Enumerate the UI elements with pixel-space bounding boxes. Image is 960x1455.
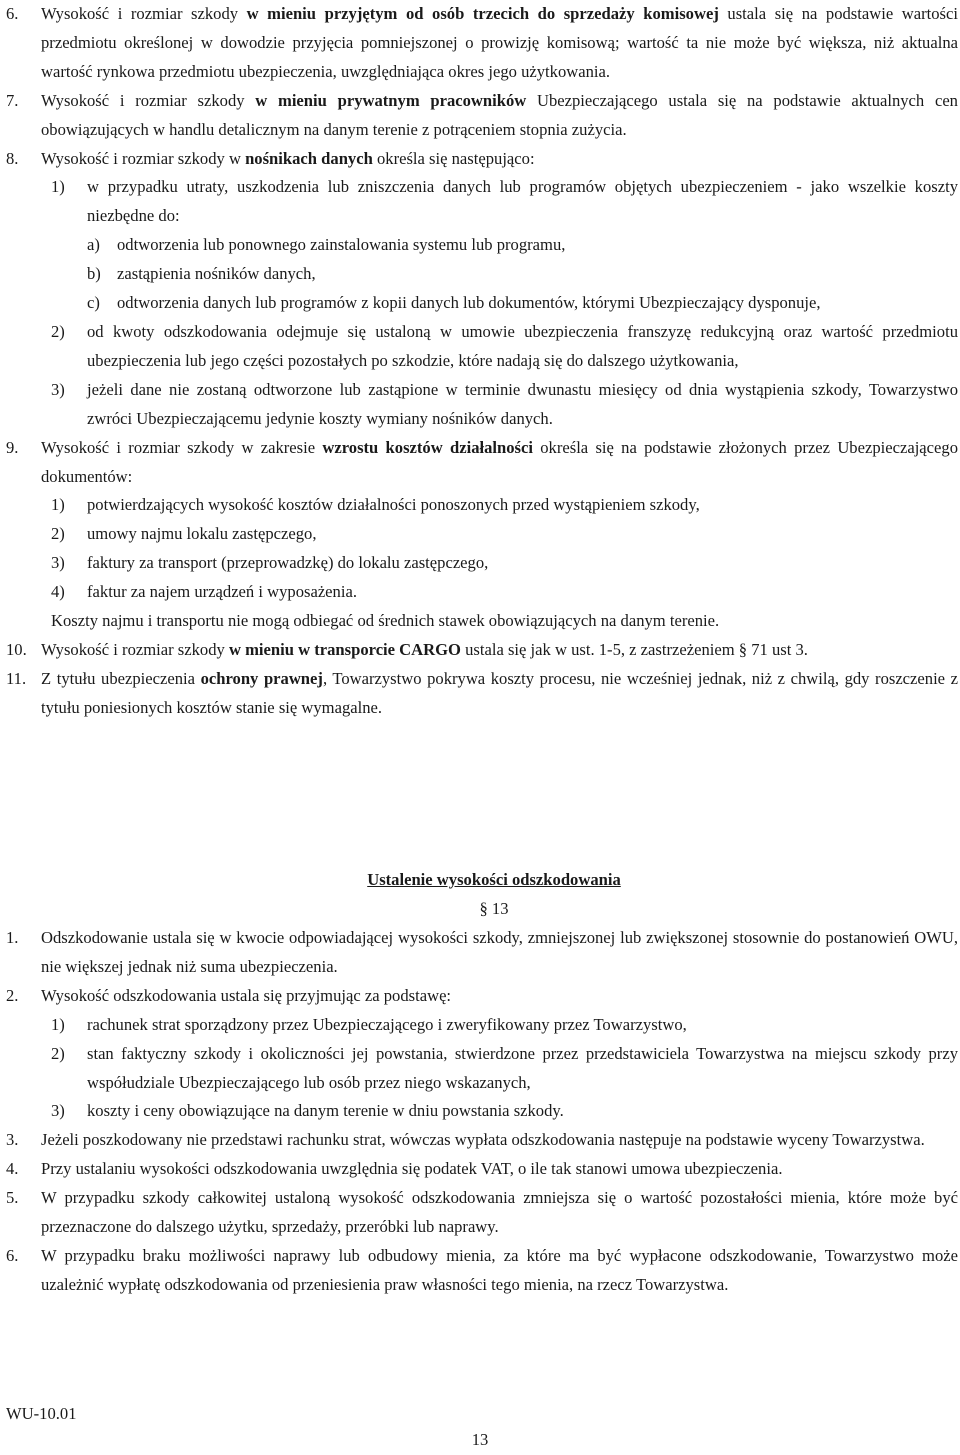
comp-item-6: 6. W przypadku braku możliwości naprawy lub odbudowy mienia, za które ma być wypłacone odszkodowanie, Towarzystwo może uzależnić wypłatę odszkodowania od przeniesienia praw własności tego mienia, na rzecz Towarzystwa. (6, 1242, 958, 1300)
comp-item-5: 5. W przypadku szkody całkowitej ustaloną wysokość odszkodowania zmniejsza się o wartość pozostałości mienia, które może być przeznaczone do dalszego użytku, sprzedaży, przeróbki lub naprawy. (6, 1184, 958, 1242)
item-number: 10. (6, 639, 27, 659)
compensation-items (6, 924, 958, 1300)
bold-term: ochrony prawnej (200, 668, 323, 688)
item-number: 6. (6, 1245, 19, 1265)
bold-term: wzrostu kosztów działalności (322, 437, 533, 457)
item-number: 7. (6, 90, 19, 110)
item-8-point-2: 2) od kwoty odszkodowania odejmuje się ustaloną w umowie ubezpieczenia franszyzę redukcyjną oraz wartość przedmiotu ubezpieczenia lub jego części pozostałych po szkodzie, które nadają się do dalszego użytkowania, (51, 321, 958, 370)
comp-item-2-point-3: 3) koszty i ceny obowiązujące na danym terenie w dniu powstania szkody. (51, 1101, 564, 1121)
item-number: 1. (6, 928, 19, 947)
section-header (6, 866, 958, 924)
bold-term: w mieniu przyjętym od osób trzecich do sprzedaży komisowej (246, 4, 719, 23)
item-number: 5. (6, 1188, 19, 1208)
loss-assessment-items (6, 0, 958, 723)
item-8-point-b: b) zastąpienia nośników danych, (87, 264, 316, 284)
item-8-point-1: 1) w przypadku utraty, uszkodzenia lub zniszczenia danych lub programów objętych ubezpieczeniem - jako wszelkie koszty niezbędne do: (51, 177, 958, 226)
item-6: 6. Wysokość i rozmiar szkody w mieniu przyjętym od osób trzecich do sprzedaży komisowej ustala się na podstawie wartości przedmiotu określonej w dowodzie przyjęcia pomniejszonej o prowizję komisową; wartość ta nie może być większa, niż aktualna wartość rynkowa przedmiotu ubezpieczenia, uwzględniająca okres jego użytkowania. (6, 0, 958, 87)
item-9-point-1: 1) potwierdzających wysokość kosztów działalności ponoszonych przed wystąpieniem szkody, (51, 495, 700, 515)
item-number: 8. (6, 148, 19, 168)
paragraph-number: § 13 (479, 898, 509, 918)
item-number: 4. (6, 1159, 19, 1179)
bold-term: w mieniu w transporcie CARGO (228, 639, 461, 659)
item-9-point-3: 3) faktury za transport (przeprowadzkę) do lokalu zastępczego, (51, 553, 489, 573)
page-number: 13 (471, 1430, 489, 1449)
item-9-point-2: 2) umowy najmu lokalu zastępczego, (51, 524, 317, 544)
item-8-point-3: 3) jeżeli dane nie zostaną odtworzone lub zastąpione w terminie dwunastu miesięcy od dnia wystąpienia szkody, Towarzystwo zwróci Ubezpieczającemu jedynie koszty wymiany nośników danych. (51, 379, 958, 428)
item-9-point-4: 4) faktur za najem urządzeń i wyposażenia. (51, 582, 357, 602)
item-number: 3. (6, 1130, 19, 1150)
item-8-point-a: a) odtworzenia lub ponownego zainstalowania systemu lub programu, (87, 235, 566, 255)
bold-term: w mieniu prywatnym pracowników (255, 90, 527, 110)
item-10: 10. Wysokość i rozmiar szkody w mieniu w transporcie CARGO ustala się jak w ust. 1-5, z zastrzeżeniem § 71 ust 3. (6, 636, 958, 665)
item-9: 9. Wysokość i rozmiar szkody w zakresie wzrostu kosztów działalności określa się na podstawie złożonych przez Ubezpieczającego dokumentów: (6, 434, 958, 492)
comp-item-1: 1. Odszkodowanie ustala się w kwocie odpowiadającej wysokości szkody, zmniejszonej lub zwiększonej stosownie do postanowień OWU, nie większej jednak niż suma ubezpieczenia. (6, 924, 958, 982)
comp-item-3: 3. Jeżeli poszkodowany nie przedstawi rachunku strat, wówczas wypłata odszkodowania następuje na podstawie wyceny Towarzystwa. (6, 1126, 958, 1155)
comp-item-2: 2. Wysokość odszkodowania ustala się przyjmując za podstawę: (6, 982, 958, 1011)
item-number: 6. (6, 4, 19, 23)
item-11: 11. Z tytułu ubezpieczenia ochrony prawnej, Towarzystwo pokrywa koszty procesu, nie wcześniej jednak, niż z chwilą, gdy roszczenie z tytułu poniesionych kosztów stanie się wymagalne. (6, 665, 958, 723)
item-8: 8. Wysokość i rozmiar szkody w nośnikach danych określa się następująco: (6, 145, 958, 174)
item-number: 2. (6, 985, 19, 1005)
section-title: Ustalenie wysokości odszkodowania (367, 870, 621, 889)
comp-item-2-point-2: 2) stan faktyczny szkody i okoliczności jej powstania, stwierdzone przez przedstawiciela Towarzystwa na miejscu szkody przy współudziale Ubezpieczającego lub osób przez niego wskazanych, (51, 1043, 958, 1092)
comp-item-2-point-1: 1) rachunek strat sporządzony przez Ubezpieczającego i zweryfikowany przez Towarzystwo, (51, 1014, 687, 1034)
item-number: 9. (6, 437, 19, 457)
item-number: 11. (6, 668, 27, 688)
comp-item-4: 4. Przy ustalaniu wysokości odszkodowania uwzględnia się podatek VAT, o ile tak stanowi umowa ubezpieczenia. (6, 1155, 958, 1184)
item-7: 7. Wysokość i rozmiar szkody w mieniu prywatnym pracowników Ubezpieczającego ustala się na podstawie aktualnych cen obowiązujących w handlu detalicznym na danym terenie z potrąceniem stopnia zużycia. (6, 87, 958, 145)
item-8-point-c: c) odtworzenia danych lub programów z kopii danych lub dokumentów, którymi Ubezpieczający dysponuje, (87, 293, 821, 313)
item-9-note: Koszty najmu i transportu nie mogą odbiegać od średnich stawek obowiązujących na danym terenie. (51, 611, 720, 631)
document-code: WU-10.01 (6, 1404, 77, 1423)
bold-term: nośnikach danych (245, 148, 373, 168)
